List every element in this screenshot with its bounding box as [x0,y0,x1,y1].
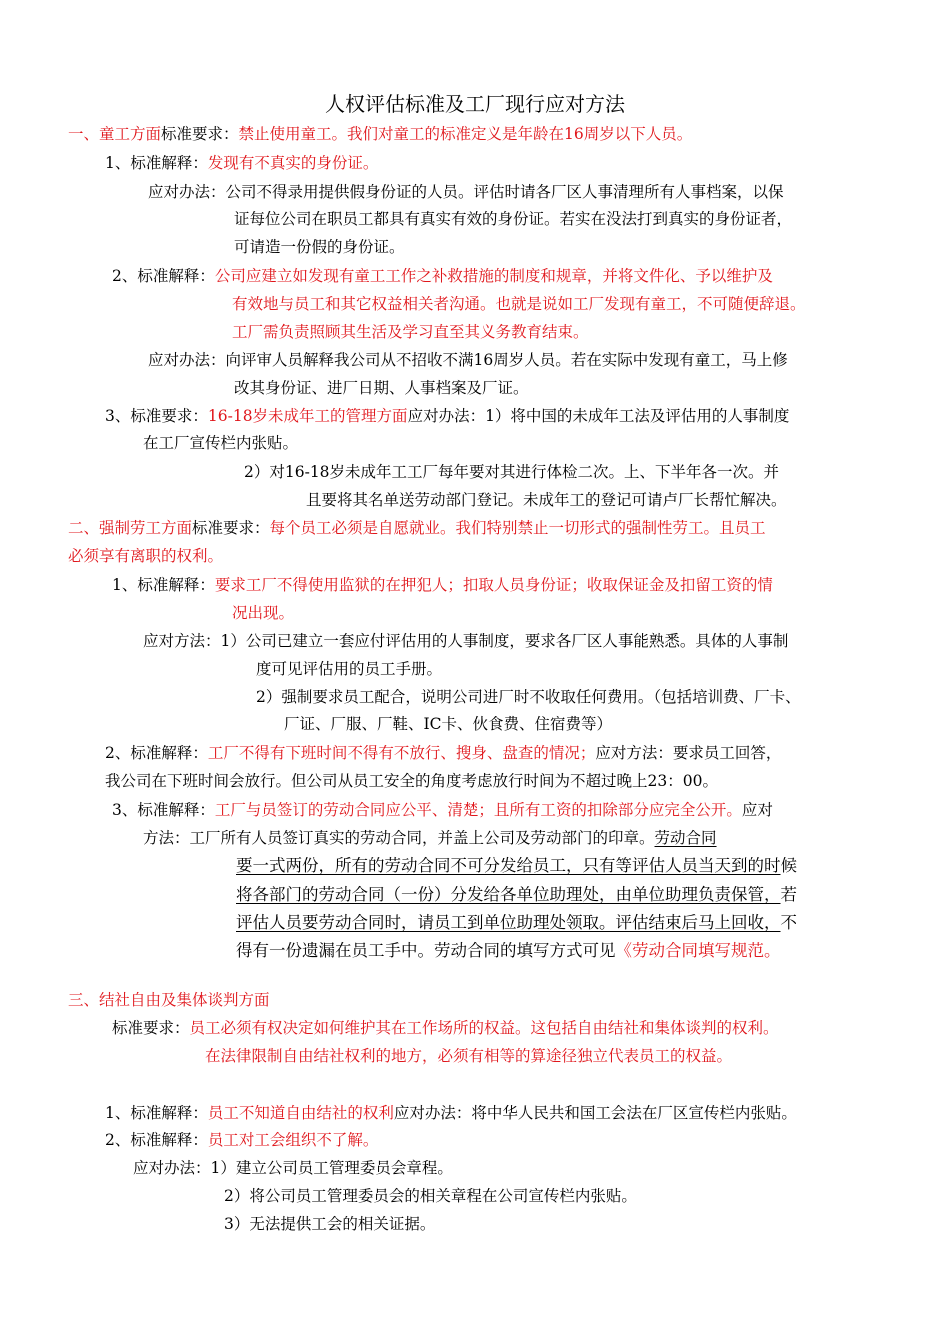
s1-item-1 [105,152,378,174]
s2-item-2 [105,742,781,764]
item-response: 应对方法：要求员工回答， [595,744,782,762]
s1-item-3-response-line: 在工厂宣传栏内张贴。 [143,434,299,452]
underlined-text: 要一式两份，所有的劳动合同不可分发给员工，只有等评估人员当天到的时 [236,856,781,875]
s3-standard [112,1017,779,1039]
section-2-line [68,517,766,539]
s1-item-2 [112,265,773,287]
s3-item-1 [105,1102,797,1124]
item-response: 应对办法：将中华人民共和国工会法在厂区宣传栏内张贴。 [393,1104,797,1122]
item-label: 1、标准解释： [105,1104,208,1122]
item-label: 1、标准解释： [105,154,208,172]
item-label: 3、标准解释： [112,801,215,819]
s2-item-3-response-line [236,912,797,934]
s2-item-3-response-line [236,940,781,962]
item-text: 16-18岁未成年工的管理方面 [207,407,408,425]
s2-item-1-response-line: 度可见评估用的员工手册。 [256,660,443,678]
item-text: 要求工厂不得使用监狱的在押犯人；扣取人员身份证；收取保证金及扣留工资的情 [214,576,773,594]
s1-item-3-response-line: 且要将其名单送劳动部门登记。未成年工的登记可请卢厂长帮忙解决。 [306,491,787,509]
response-text: 得有一份遗漏在员工手中。劳动合同的填写方式可见 [236,941,616,960]
s1-item-2-response-line: 改其身份证、进厂日期、人事档案及厂证。 [234,379,529,397]
item-text: 发现有不真实的身份证。 [207,154,379,172]
s2-item-1-response-line: 厂证、厂服、厂鞋、IC卡、伙食费、住宿费等） [284,715,612,733]
form-reference: 《劳动合同填写规范。 [615,941,781,960]
response-text: 方法：工厂所有人员签订真实的劳动合同，并盖上公司及劳动部门的印章。 [143,829,655,847]
standard-label: 标准要求： [112,1019,190,1037]
response-text: 若 [780,885,797,904]
s3-standard-line: 在法律限制自由结社权利的地方，必须有相等的算途径独立代表员工的权益。 [205,1047,733,1065]
standard-label: 标准要求： [192,519,270,537]
response-text: 候 [780,856,797,875]
item-label: 2、标准解释： [105,744,208,762]
item-text: 员工不知道自由结社的权利 [207,1104,394,1122]
item-label: 2、标准解释： [112,267,215,285]
s3-item-2-response-line: 2）将公司员工管理委员会的相关章程在公司宣传栏内张贴。 [224,1187,637,1205]
s1-item-3-response-line: 2）对16-18岁未成年工工厂每年要对其进行体检二次。上、下半年各一次。并 [244,463,780,481]
s2-item-1 [112,574,773,596]
standard-text: 员工必须有权决定如何维护其在工作场所的权益。这包括自由结社和集体谈判的权利。 [189,1019,779,1037]
section-2-heading: 二、强制劳工方面 [68,519,193,537]
s3-item-2 [105,1129,378,1151]
s1-item-2-text-line: 有效地与员工和其它权益相关者沟通。也就是说如工厂发现有童工，不可随便辞退。 [232,295,806,313]
item-text: 工厂不得有下班时间不得有不放行、搜身、盘查的情况； [207,744,596,762]
underlined-text: 评估人员要劳动合同时，请员工到单位助理处领取。评估结束后马上回收， [236,913,781,932]
item-text: 工厂与员签订的劳动合同应公平、清楚；且所有工资的扣除部分应完全公开。 [214,801,742,819]
s1-item-2-response-line: 应对办法：向评审人员解释我公司从不招收不满16周岁人员。若在实际中发现有童工，马上修 [148,351,788,369]
item-response: 应对 [741,801,773,819]
s1-item-1-response-line: 可请造一份假的身份证。 [234,238,405,256]
response-text: 不 [780,913,797,932]
section-1-line [68,123,692,145]
s2-item-3-response-line [236,855,797,877]
s3-item-2-response-line: 3）无法提供工会的相关证据。 [224,1215,436,1233]
s2-item-1-text-line: 况出现。 [232,604,295,622]
underlined-text: 将各部门的劳动合同（一份）分发给各单位助理处，由单位助理负责保管， [236,885,781,904]
item-text: 公司应建立如发现有童工工作之补救措施的制度和规章，并将文件化、予以维护及 [214,267,773,285]
s1-item-1-response-line: 证每位公司在职员工都具有真实有效的身份证。若实在没法打到真实的身份证者， [234,210,793,228]
underlined-text: 劳动合同 [654,829,717,847]
item-text: 员工对工会组织不了解。 [207,1131,379,1149]
standard-text: 禁止使用童工。我们对童工的标准定义是年龄在16周岁以下人员。 [238,125,693,143]
item-label: 1、标准解释： [112,576,215,594]
page-title: 人权评估标准及工厂现行应对方法 [325,92,625,116]
s2-standard-line: 必须享有离职的权利。 [68,547,224,565]
s1-item-3 [105,405,789,427]
section-1-heading: 一、童工方面 [68,125,162,143]
s3-item-2-response-line: 应对办法：1）建立公司员工管理委员会章程。 [133,1159,453,1177]
s1-item-2-text-line: 工厂需负责照顾其生活及学习直至其义务教育结束。 [232,323,589,341]
item-response: 应对办法：1）将中国的未成年工法及评估用的人事制度 [407,407,790,425]
standard-text: 每个员工必须是自愿就业。我们特别禁止一切形式的强制性劳工。且员工 [269,519,766,537]
s1-item-1-response-line: 应对办法：公司不得录用提供假身份证的人员。评估时请各厂区人事清理所有人事档案，以保 [148,183,784,201]
s2-item-1-response-line: 应对方法：1）公司已建立一套应付评估用的人事制度，要求各厂区人事能熟悉。具体的人事制 [143,632,789,650]
s2-item-3-response-line [236,884,797,906]
s2-item-1-response-line: 2）强制要求员工配合，说明公司进厂时不收取任何费用。（包括培训费、厂卡、 [256,688,801,706]
s2-item-2-response-line: 我公司在下班时间会放行。但公司从员工安全的角度考虑放行时间为不超过晚上23：00。 [105,772,718,790]
standard-label: 标准要求： [161,125,239,143]
section-3-heading: 三、结社自由及集体谈判方面 [68,991,270,1009]
s2-item-3-response-line [143,827,717,849]
s2-item-3 [112,799,773,821]
item-label: 3、标准要求： [105,407,208,425]
item-label: 2、标准解释： [105,1131,208,1149]
